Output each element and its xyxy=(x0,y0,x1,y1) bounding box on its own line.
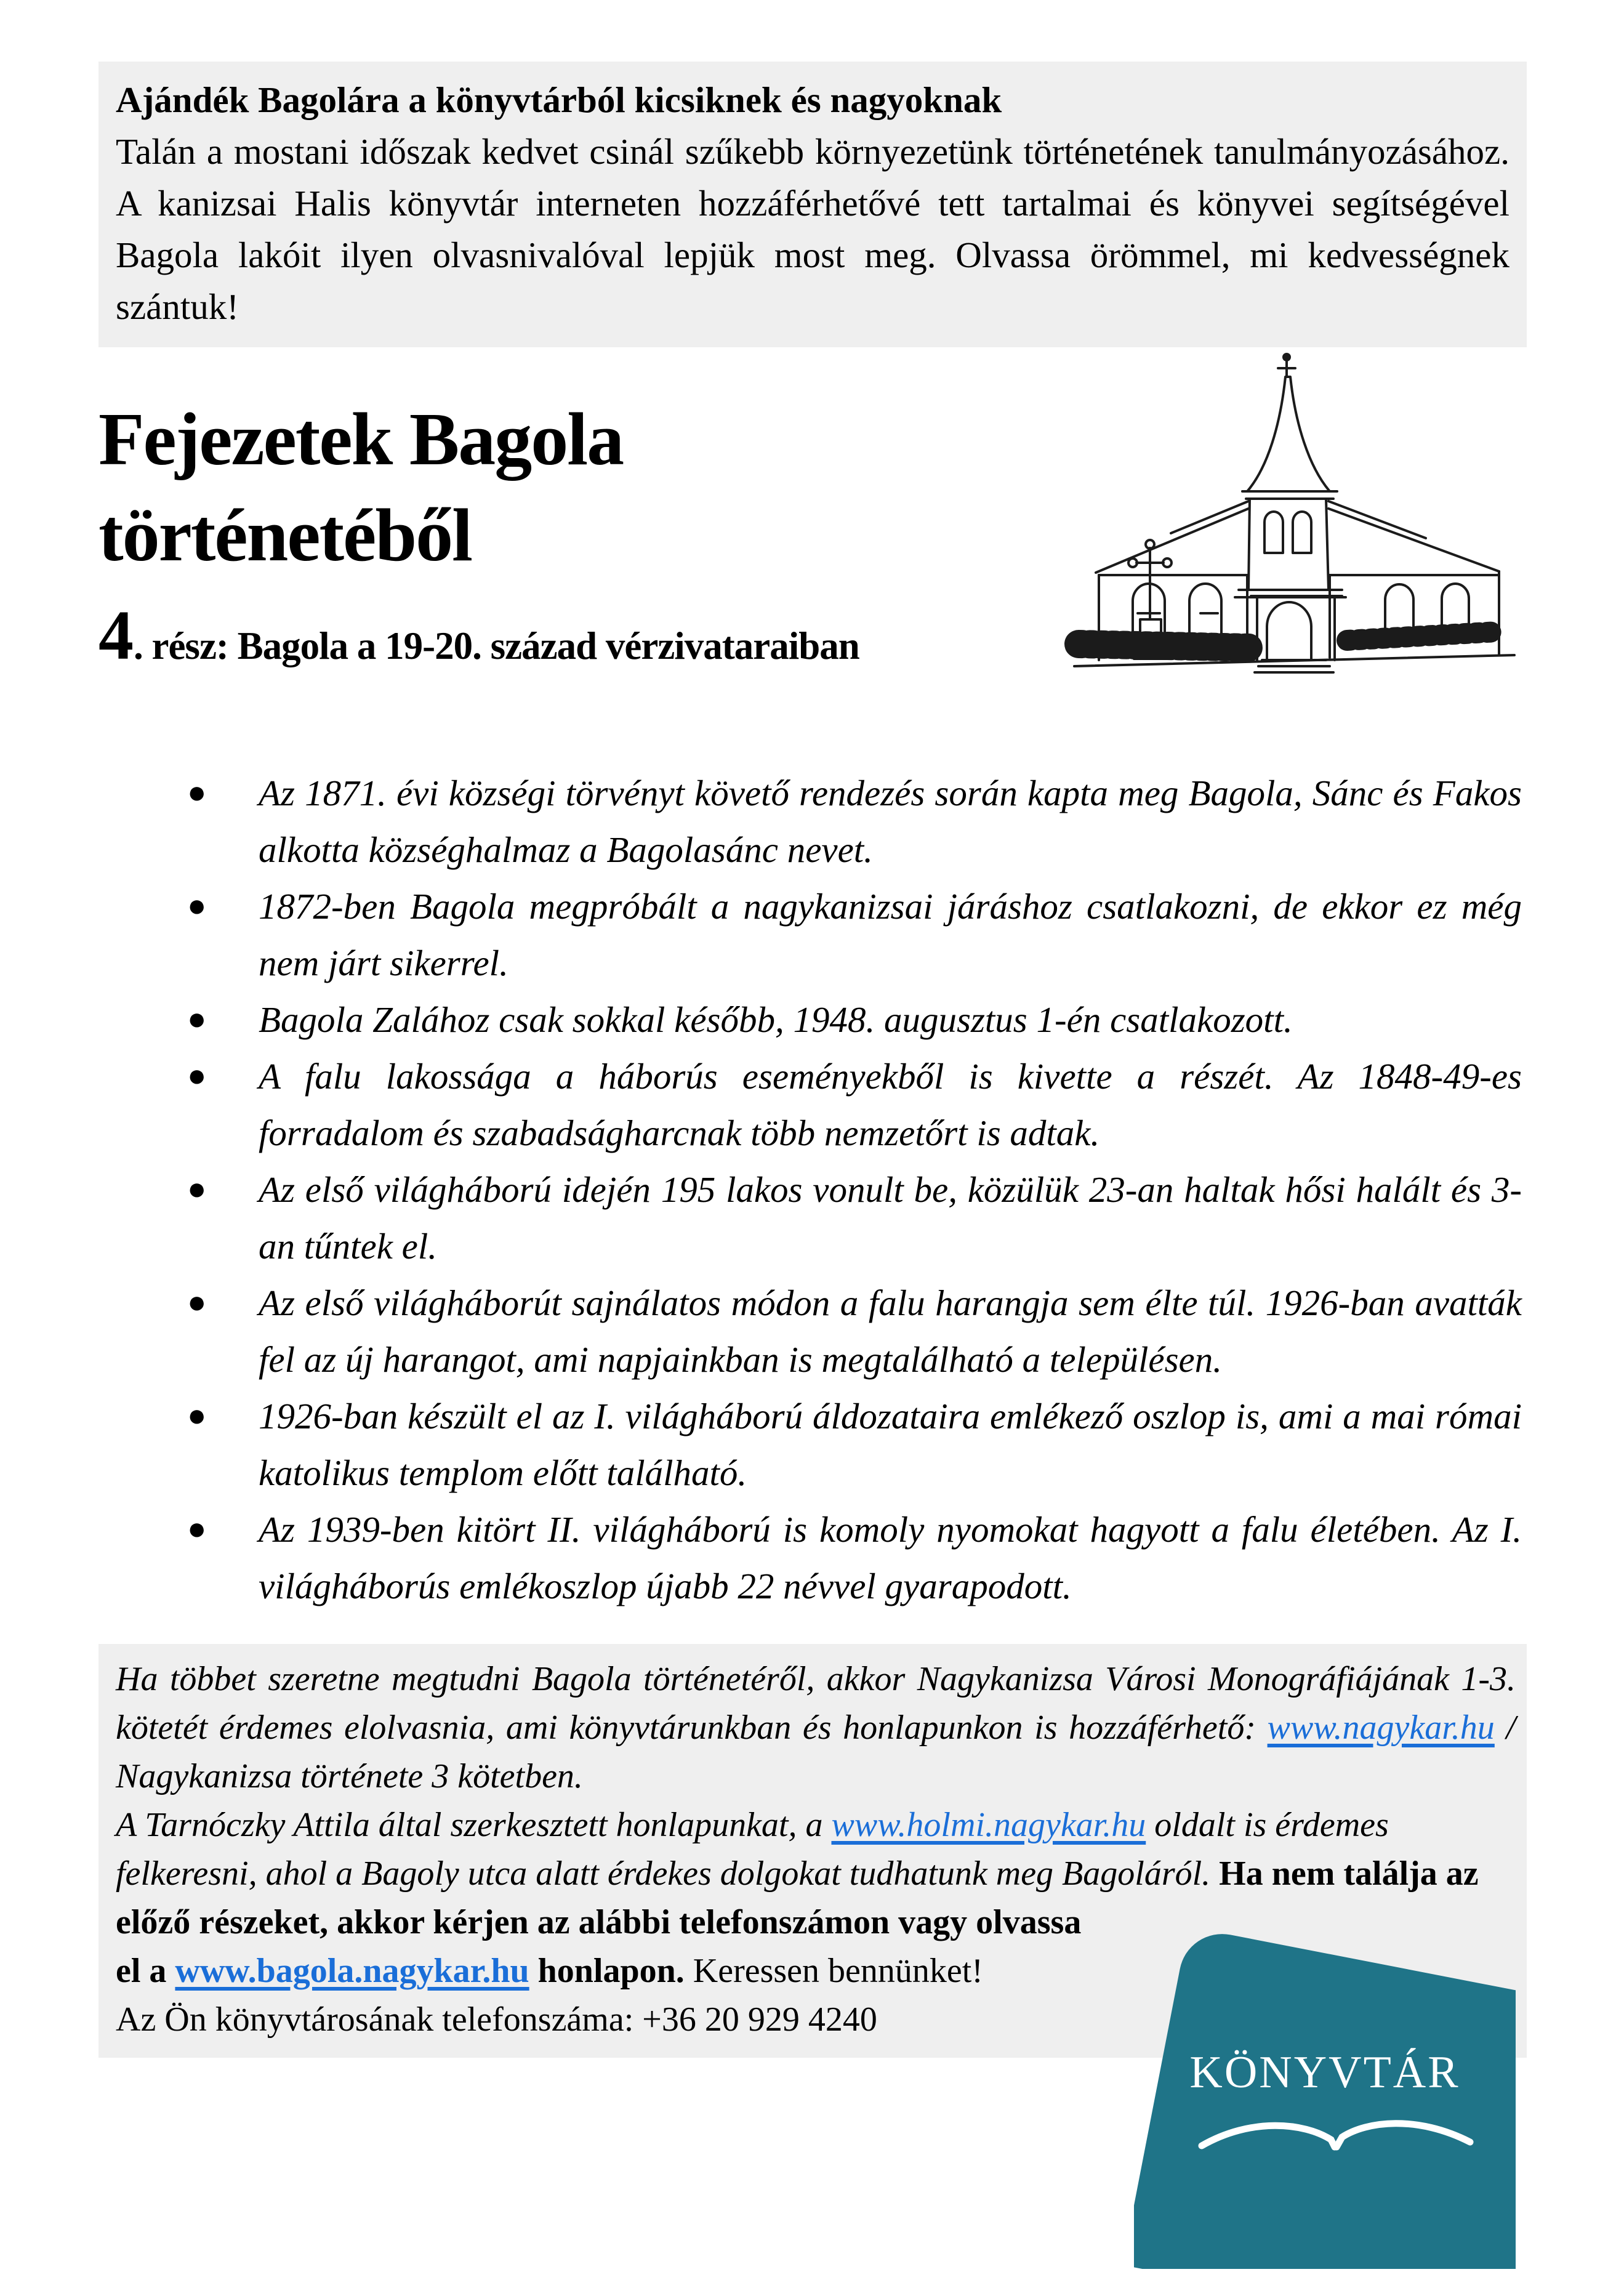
history-bullet-list xyxy=(186,765,1522,1614)
header-note-body: Talán a mostani időszak kedvet csinál szűkebb környezetünk történetének tanulmányozásához. A kanizsai Halis könyvtár interneten hozzáférhetővé tett tartalmai és könyvei segítségével Bagola lakóit ilyen olvasnivalóval lepjük most meg. Olvassa örömmel, mi kedvességnek szántuk! xyxy=(116,131,1509,327)
library-logo-label: KÖNYVTÁR xyxy=(1189,2047,1460,2098)
list-item xyxy=(186,1388,1522,1501)
footer-text: A Tarnóczky Attila által szerkesztett honlapunkat, a xyxy=(116,1806,832,1844)
title-section xyxy=(98,392,1527,736)
holmi-nagykar-link[interactable]: www.holmi.nagykar.hu xyxy=(831,1806,1146,1844)
library-logo-background xyxy=(1134,1927,1516,2269)
church-illustration-icon xyxy=(1040,348,1539,675)
bullet-icon: ● xyxy=(187,1058,207,1094)
list-item xyxy=(186,765,1522,878)
list-item-text: Az 1939-ben kitört II. világháború is komoly nyomokat hagyott a falu életében. Az I. világháborús emlékoszlop újabb 22 névvel gyarapodott. xyxy=(259,1509,1522,1606)
part-number: 4 xyxy=(98,596,134,674)
list-item xyxy=(186,1048,1522,1161)
bullet-icon: ● xyxy=(187,1172,207,1207)
bagola-nagykar-link[interactable]: www.bagola.nagykar.hu xyxy=(175,1952,529,1990)
page-title xyxy=(98,392,1083,584)
list-item-text: A falu lakossága a háborús eseményekből is kivette a részét. Az 1848-49-es forradalom és szabadságharcnak több nemzetőrt is adtak. xyxy=(259,1056,1522,1153)
footer-text: Ha többet szeretne megtudni Bagola történetéről, akkor Nagykanizsa Városi Monográfiájának 1-3. kötetét érdemes elolvasnia, ami könyvtárunkban és honlapunkon is hozzáférhető: xyxy=(116,1660,1516,1747)
list-item-text: Az első világháború idején 195 lakos vonult be, közülük 23-an haltak hősi halált és 3-an tűntek el. xyxy=(259,1169,1522,1267)
list-item-text: Az első világháborút sajnálatos módon a falu harangja sem élte túl. 1926-ban avatták fel az új harangot, ami napjainkban is megtalálható a településen. xyxy=(259,1283,1522,1380)
open-book-icon xyxy=(1188,2099,1484,2158)
list-item xyxy=(186,1161,1522,1275)
list-item xyxy=(186,1275,1522,1388)
footer-paragraph-1 xyxy=(116,1655,1516,1801)
footer-note xyxy=(98,1644,1527,2098)
bullet-icon: ● xyxy=(187,1398,207,1433)
part-heading-text: . rész: Bagola a 19-20. század vérzivataraiban xyxy=(134,624,859,667)
list-item-text: 1926-ban készült el az I. világháború áldozataira emlékező oszlop is, ami a mai római katolikus templom előtt található. xyxy=(259,1396,1522,1493)
list-item-text: 1872-ben Bagola megpróbált a nagykanizsai járáshoz csatlakozni, de ekkor ez még nem járt sikerrel. xyxy=(259,886,1522,983)
footer-text: Keressen bennünket! xyxy=(684,1952,983,1990)
list-item-text: Bagola Zalához csak sokkal később, 1948. augusztus 1-én csatlakozott. xyxy=(259,999,1293,1040)
library-logo-clip xyxy=(1134,1904,1516,2269)
footer-text: oldalt is érdemes felkeresni, ahol a Bagoly utca alatt érdekes dolgokat tudhatunk meg Bagoláról. xyxy=(116,1806,1389,1893)
library-logo xyxy=(1134,1904,1516,2169)
bullet-icon: ● xyxy=(187,775,207,810)
nagykar-link[interactable]: www.nagykar.hu xyxy=(1267,1709,1495,1747)
footer-bold-text: honlapon. xyxy=(529,1952,685,1990)
page-title-line1: Fejezetek Bagola xyxy=(98,398,624,481)
bullet-icon: ● xyxy=(187,1512,207,1547)
header-note xyxy=(98,62,1527,347)
footer-text: / Nagykanizsa története 3 kötetben. xyxy=(116,1709,1516,1795)
list-item xyxy=(186,1501,1522,1614)
bullet-icon: ● xyxy=(187,1285,207,1320)
page-title-line2: történetéből xyxy=(98,494,472,577)
list-item-text: Az 1871. évi községi törvényt követő rendezés során kapta meg Bagola, Sánc és Fakos alkotta községhalmaz a Bagolasánc nevet. xyxy=(259,773,1522,870)
list-item xyxy=(186,878,1522,991)
list-item xyxy=(186,991,1522,1048)
librarian-phone-line: Az Ön könyvtárosának telefonszáma: +36 20 929 4240 xyxy=(116,2000,877,2039)
header-note-title: Ajándék Bagolára a könyvtárból kicsiknek és nagyoknak xyxy=(116,79,1002,120)
bullet-icon: ● xyxy=(187,888,207,924)
bullet-icon: ● xyxy=(187,1002,207,1037)
footer-bold-text: Ha nem találja az előző részeket, akkor kérjen az alábbi telefonszámon vagy olvassa el a xyxy=(116,1855,1479,1990)
